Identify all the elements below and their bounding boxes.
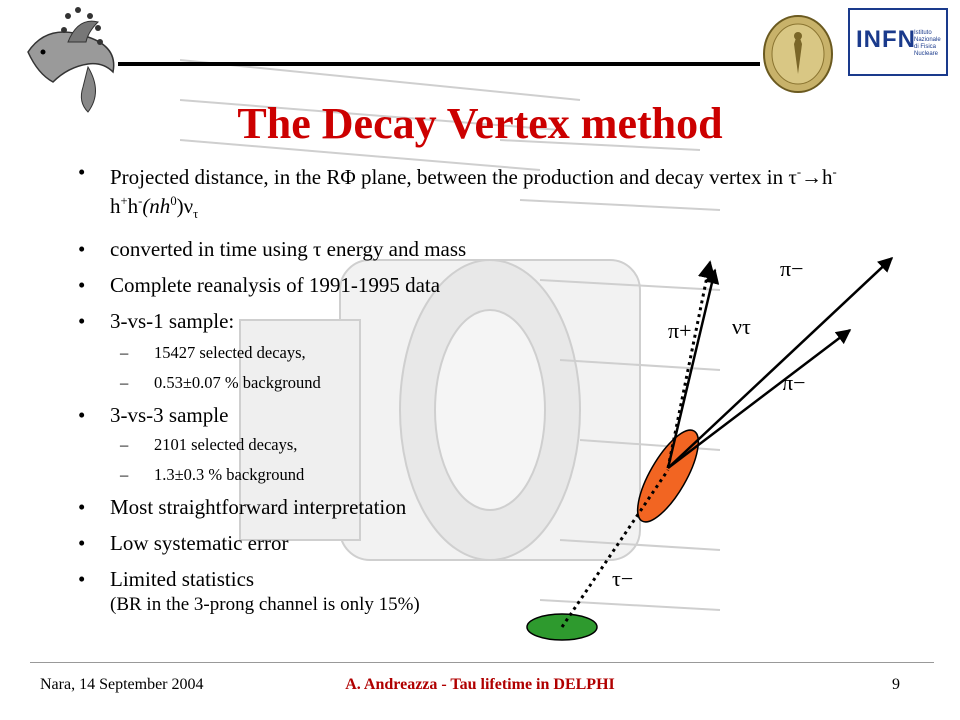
bullet-systematic: • Low systematic error <box>76 531 836 555</box>
bullet-3vs1: • 3-vs-1 sample: <box>76 309 836 333</box>
infn-logo-sub1: Istituto Nazionale <box>914 30 941 43</box>
label-pi-plus: π+ <box>668 318 692 343</box>
infn-logo-sub2: di Fisica Nucleare <box>914 44 939 57</box>
bullet-1-nh: (nh <box>142 194 171 218</box>
bullet-1-sup-zero: 0 <box>170 194 177 208</box>
bullet-1-h2: h <box>127 194 139 218</box>
decay-vertex-ellipse <box>626 422 709 530</box>
bullet-1-close: )ν <box>176 194 194 218</box>
label-tau-minus: τ− <box>612 566 634 591</box>
infn-logo-text: INFN <box>856 26 916 53</box>
bullet-projected-distance <box>76 160 850 226</box>
label-pi-minus-1: π− <box>780 256 804 281</box>
bullet-limited-stats-note: (BR in the 3-prong channel is only 15%) <box>110 594 420 616</box>
label-nu-tau: ντ <box>732 314 751 339</box>
bullet-reanalysis: • Complete reanalysis of 1991-1995 data <box>76 273 836 297</box>
bullet-1-h: h <box>110 194 121 218</box>
decay-vertex-diagram <box>520 240 900 650</box>
sub-3vs1-background: – 0.53±0.07 % background <box>76 373 836 393</box>
label-pi-minus-2: π− <box>782 370 806 395</box>
bullet-1-text: Projected distance, in the RΦ plane, between the production and decay vertex in τ <box>110 165 797 189</box>
bullet-interpretation: • Most straightforward interpretation <box>76 495 836 519</box>
footer-date: Nara, 14 September 2004 <box>40 676 204 693</box>
tau-flight-path <box>562 470 668 627</box>
bullet-1-sup-minus-2: - <box>832 165 837 179</box>
footer-rule <box>30 662 934 663</box>
university-seal-logo <box>762 14 834 94</box>
sub-3vs3-decays: – 2101 selected decays, <box>76 435 836 455</box>
bullet-converted-time: • converted in time using τ energy and mass <box>76 237 836 261</box>
footer-author: A. Andreazza - Tau lifetime in DELPHI <box>345 676 615 693</box>
bullet-3vs3: • 3-vs-3 sample <box>76 403 836 427</box>
bullet-1-sup-minus-3: - <box>138 194 143 208</box>
footer-page-number: 9 <box>892 676 900 693</box>
pi-minus-track-1 <box>668 258 892 468</box>
sub-3vs1-decays: – 15427 selected decays, <box>76 343 836 363</box>
infn-logo <box>848 8 948 76</box>
top-rule <box>118 62 760 66</box>
bullet-1-sup-minus: - <box>796 165 802 179</box>
bullet-1-arrow: →h <box>801 165 833 189</box>
bullet-1-sup-plus: + <box>120 194 128 208</box>
slide-title: The Decay Vertex method <box>237 99 723 148</box>
bullet-limited-stats-text: Limited statistics <box>110 567 255 592</box>
sub-3vs3-background: – 1.3±0.3 % background <box>76 465 836 485</box>
bullet-1-sub-tau: τ <box>193 207 199 222</box>
